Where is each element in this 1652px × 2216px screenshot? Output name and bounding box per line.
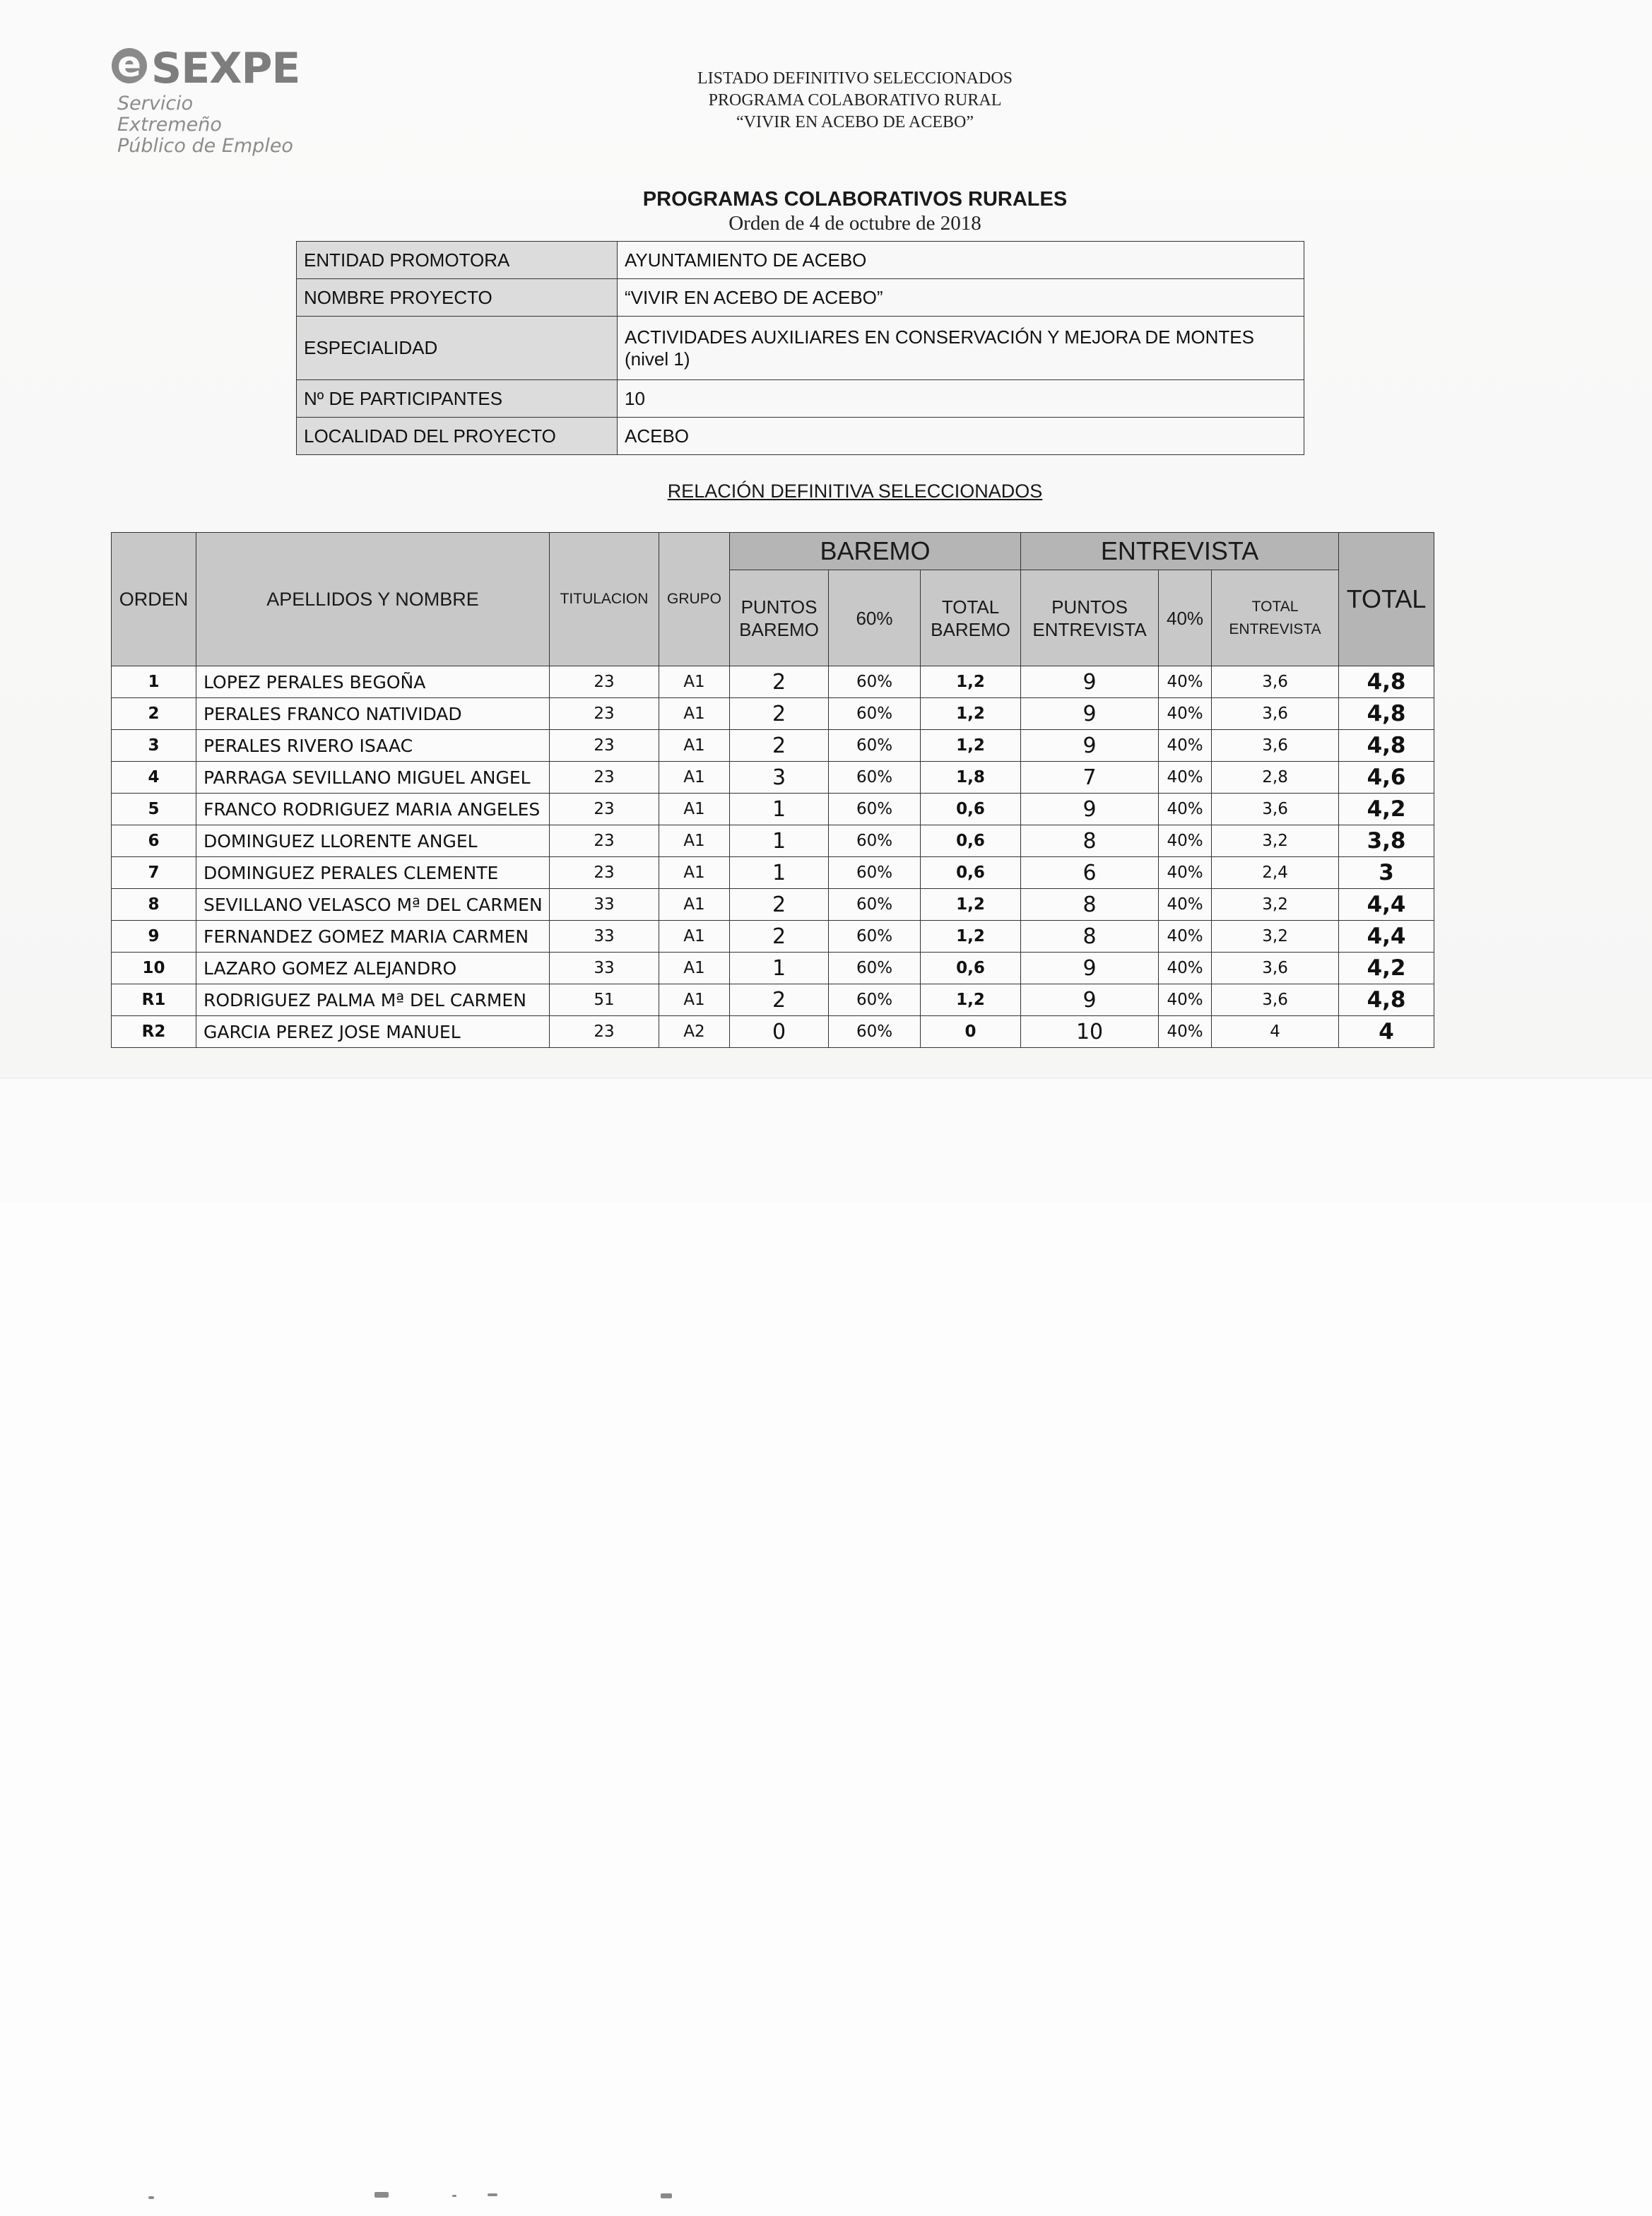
cell-puntos-baremo: 1 xyxy=(730,953,829,984)
cell-orden: 4 xyxy=(112,762,196,794)
cell-grupo: A2 xyxy=(659,1016,730,1048)
cell-titulacion: 23 xyxy=(550,762,659,794)
cell-total-baremo: 1,2 xyxy=(921,730,1021,762)
table-row xyxy=(112,953,1434,984)
cell-pct-entrevista: 40% xyxy=(1159,984,1212,1016)
cell-titulacion: 23 xyxy=(550,794,659,825)
info-row xyxy=(297,242,1304,279)
table-row xyxy=(112,921,1434,953)
info-row xyxy=(297,317,1304,380)
cell-orden: 10 xyxy=(112,953,196,984)
cell-puntos-entrevista: 8 xyxy=(1021,921,1159,953)
cell-pct-baremo: 60% xyxy=(829,762,921,794)
cell-pct-baremo: 60% xyxy=(829,698,921,730)
cell-titulacion: 51 xyxy=(550,984,659,1016)
speck xyxy=(452,2195,456,2197)
info-value: AYUNTAMIENTO DE ACEBO xyxy=(618,242,1304,279)
cell-puntos-entrevista: 9 xyxy=(1021,794,1159,825)
cell-pct-entrevista: 40% xyxy=(1159,666,1212,698)
cell-titulacion: 23 xyxy=(550,1016,659,1048)
cell-total: 4,8 xyxy=(1339,730,1434,762)
cell-nombre: FRANCO RODRIGUEZ MARIA ANGELES xyxy=(196,794,550,825)
cell-orden: 1 xyxy=(112,666,196,698)
cell-grupo: A1 xyxy=(659,794,730,825)
info-value: “VIVIR EN ACEBO DE ACEBO” xyxy=(618,279,1304,317)
group-baremo: BAREMO xyxy=(730,533,1021,570)
cell-total-baremo: 1,2 xyxy=(921,666,1021,698)
col-pct-baremo: 60% xyxy=(829,570,921,666)
cell-pct-entrevista: 40% xyxy=(1159,762,1212,794)
cell-puntos-entrevista: 10 xyxy=(1021,1016,1159,1048)
cell-orden: 3 xyxy=(112,730,196,762)
info-value: ACEBO xyxy=(618,418,1304,455)
cell-pct-entrevista: 40% xyxy=(1159,857,1212,889)
program-order: Orden de 4 de octubre de 2018 xyxy=(728,212,981,235)
cell-puntos-entrevista: 6 xyxy=(1021,857,1159,889)
table-row xyxy=(112,889,1434,921)
cell-titulacion: 33 xyxy=(550,921,659,953)
cell-nombre: PERALES FRANCO NATIVIDAD xyxy=(196,698,550,730)
cell-total-baremo: 0,6 xyxy=(921,794,1021,825)
cell-nombre: DOMINGUEZ LLORENTE ANGEL xyxy=(196,825,550,857)
cell-total: 4,2 xyxy=(1339,794,1434,825)
table-row xyxy=(112,794,1434,825)
cell-puntos-baremo: 2 xyxy=(730,730,829,762)
info-key: ESPECIALIDAD xyxy=(297,317,618,380)
cell-pct-entrevista: 40% xyxy=(1159,730,1212,762)
cell-total-entrevista: 3,6 xyxy=(1212,666,1339,698)
project-info-table xyxy=(296,241,1304,455)
scan-margin xyxy=(0,1078,1652,1202)
cell-puntos-entrevista: 9 xyxy=(1021,698,1159,730)
cell-titulacion: 23 xyxy=(550,666,659,698)
cell-total-entrevista: 2,8 xyxy=(1212,762,1339,794)
cell-total-entrevista: 3,6 xyxy=(1212,794,1339,825)
cell-nombre: RODRIGUEZ PALMA Mª DEL CARMEN xyxy=(196,984,550,1016)
group-entrevista: ENTREVISTA xyxy=(1021,533,1339,570)
col-titulacion: TITULACION xyxy=(550,533,659,666)
info-key: NOMBRE PROYECTO xyxy=(297,279,618,317)
cell-pct-baremo: 60% xyxy=(829,825,921,857)
info-value: ACTIVIDADES AUXILIARES EN CONSERVACIÓN Y MEJORA DE MONTES (nivel 1) xyxy=(618,317,1304,380)
cell-titulacion: 23 xyxy=(550,698,659,730)
cell-total: 4,8 xyxy=(1339,984,1434,1016)
cell-pct-baremo: 60% xyxy=(829,921,921,953)
cell-grupo: A1 xyxy=(659,921,730,953)
cell-total-entrevista: 3,6 xyxy=(1212,698,1339,730)
cell-pct-entrevista: 40% xyxy=(1159,921,1212,953)
cell-total: 4,6 xyxy=(1339,762,1434,794)
table-row xyxy=(112,730,1434,762)
table-row xyxy=(112,857,1434,889)
cell-total-entrevista: 3,6 xyxy=(1212,984,1339,1016)
col-total-baremo: TOTAL BAREMO xyxy=(921,570,1021,666)
cell-pct-entrevista: 40% xyxy=(1159,889,1212,921)
cell-total: 4,2 xyxy=(1339,953,1434,984)
table-row xyxy=(112,825,1434,857)
cell-grupo: A1 xyxy=(659,857,730,889)
info-row xyxy=(297,279,1304,317)
cell-pct-entrevista: 40% xyxy=(1159,794,1212,825)
cell-titulacion: 23 xyxy=(550,825,659,857)
col-puntos-baremo: PUNTOS BAREMO xyxy=(730,570,829,666)
cell-orden: 2 xyxy=(112,698,196,730)
cell-puntos-baremo: 2 xyxy=(730,889,829,921)
cell-titulacion: 33 xyxy=(550,953,659,984)
info-key: LOCALIDAD DEL PROYECTO xyxy=(297,418,618,455)
cell-grupo: A1 xyxy=(659,984,730,1016)
sexpe-logo xyxy=(106,44,300,157)
info-key: ENTIDAD PROMOTORA xyxy=(297,242,618,279)
cell-nombre: PARRAGA SEVILLANO MIGUEL ANGEL xyxy=(196,762,550,794)
cell-total-baremo: 0,6 xyxy=(921,953,1021,984)
cell-total: 4,8 xyxy=(1339,698,1434,730)
header-line-3: “VIVIR EN ACEBO DE ACEBO” xyxy=(736,113,974,131)
cell-orden: R1 xyxy=(112,984,196,1016)
cell-puntos-entrevista: 8 xyxy=(1021,889,1159,921)
cell-total: 4,4 xyxy=(1339,889,1434,921)
cell-puntos-entrevista: 8 xyxy=(1021,825,1159,857)
cell-grupo: A1 xyxy=(659,666,730,698)
cell-total-baremo: 1,2 xyxy=(921,921,1021,953)
cell-total: 3,8 xyxy=(1339,825,1434,857)
cell-nombre: DOMINGUEZ PERALES CLEMENTE xyxy=(196,857,550,889)
cell-grupo: A1 xyxy=(659,953,730,984)
logo-subtitle xyxy=(117,93,297,157)
cell-total-baremo: 1,2 xyxy=(921,984,1021,1016)
cell-puntos-entrevista: 7 xyxy=(1021,762,1159,794)
header-line-2: PROGRAMA COLABORATIVO RURAL xyxy=(708,91,1002,110)
col-total-entrevista: TOTAL ENTREVISTA xyxy=(1212,570,1339,666)
logo-subtitle-line2: Público de Empleo xyxy=(117,135,293,157)
cell-total-entrevista: 3,6 xyxy=(1212,730,1339,762)
speck xyxy=(661,2193,672,2198)
col-pct-entrevista: 40% xyxy=(1159,570,1212,666)
cell-puntos-baremo: 0 xyxy=(730,1016,829,1048)
header-line-1: LISTADO DEFINITIVO SELECCIONADOS xyxy=(697,69,1013,88)
cell-grupo: A1 xyxy=(659,730,730,762)
cell-orden: 8 xyxy=(112,889,196,921)
cell-total-baremo: 0,6 xyxy=(921,857,1021,889)
scan-specks xyxy=(141,2188,707,2216)
info-value: 10 xyxy=(618,380,1304,418)
cell-puntos-baremo: 1 xyxy=(730,825,829,857)
speck xyxy=(488,2193,497,2196)
cell-puntos-baremo: 2 xyxy=(730,984,829,1016)
cell-total-entrevista: 3,2 xyxy=(1212,921,1339,953)
cell-total: 4 xyxy=(1339,1016,1434,1048)
table-row xyxy=(112,1016,1434,1048)
cell-pct-entrevista: 40% xyxy=(1159,825,1212,857)
cell-grupo: A1 xyxy=(659,889,730,921)
cell-grupo: A1 xyxy=(659,762,730,794)
cell-nombre: GARCIA PEREZ JOSE MANUEL xyxy=(196,1016,550,1048)
cell-puntos-baremo: 3 xyxy=(730,762,829,794)
cell-pct-baremo: 60% xyxy=(829,666,921,698)
info-key: Nº DE PARTICIPANTES xyxy=(297,380,618,418)
cell-nombre: LAZARO GOMEZ ALEJANDRO xyxy=(196,953,550,984)
cell-pct-entrevista: 40% xyxy=(1159,1016,1212,1048)
document-header xyxy=(495,68,1215,134)
cell-pct-baremo: 60% xyxy=(829,889,921,921)
table-row xyxy=(112,666,1434,698)
logo-subtitle-line1: Servicio Extremeño xyxy=(117,93,222,136)
cell-grupo: A1 xyxy=(659,698,730,730)
cell-nombre: LOPEZ PERALES BEGOÑA xyxy=(196,666,550,698)
cell-orden: 7 xyxy=(112,857,196,889)
cell-nombre: FERNANDEZ GOMEZ MARIA CARMEN xyxy=(196,921,550,953)
cell-total-baremo: 1,8 xyxy=(921,762,1021,794)
cell-titulacion: 23 xyxy=(550,857,659,889)
cell-orden: 6 xyxy=(112,825,196,857)
relacion-title: RELACIÓN DEFINITIVA SELECCIONADOS xyxy=(667,481,1043,502)
cell-puntos-baremo: 2 xyxy=(730,921,829,953)
col-puntos-entrevista: PUNTOS ENTREVISTA xyxy=(1021,570,1159,666)
cell-titulacion: 23 xyxy=(550,730,659,762)
col-total: TOTAL xyxy=(1339,533,1434,666)
cell-pct-entrevista: 40% xyxy=(1159,698,1212,730)
info-row xyxy=(297,418,1304,455)
col-orden: ORDEN xyxy=(112,533,196,666)
cell-total: 3 xyxy=(1339,857,1434,889)
speck xyxy=(374,2192,389,2198)
table-row xyxy=(112,762,1434,794)
cell-total-entrevista: 4 xyxy=(1212,1016,1339,1048)
cell-nombre: PERALES RIVERO ISAAC xyxy=(196,730,550,762)
cell-pct-baremo: 60% xyxy=(829,984,921,1016)
cell-total: 4,8 xyxy=(1339,666,1434,698)
cell-puntos-baremo: 1 xyxy=(730,857,829,889)
cell-grupo: A1 xyxy=(659,825,730,857)
selection-table xyxy=(111,532,1434,1048)
table-row xyxy=(112,698,1434,730)
cell-puntos-baremo: 2 xyxy=(730,666,829,698)
cell-total-baremo: 0,6 xyxy=(921,825,1021,857)
cell-total-entrevista: 2,4 xyxy=(1212,857,1339,889)
cell-puntos-entrevista: 9 xyxy=(1021,953,1159,984)
logo-e-icon: e xyxy=(112,48,147,83)
cell-puntos-entrevista: 9 xyxy=(1021,984,1159,1016)
cell-orden: 5 xyxy=(112,794,196,825)
table-row xyxy=(112,984,1434,1016)
cell-pct-baremo: 60% xyxy=(829,730,921,762)
col-nombre: APELLIDOS Y NOMBRE xyxy=(196,533,550,666)
cell-puntos-baremo: 2 xyxy=(730,698,829,730)
speck xyxy=(148,2196,154,2199)
cell-total-entrevista: 3,2 xyxy=(1212,825,1339,857)
cell-total-baremo: 0 xyxy=(921,1016,1021,1048)
program-title: PROGRAMAS COLABORATIVOS RURALES xyxy=(642,188,1068,211)
cell-pct-baremo: 60% xyxy=(829,794,921,825)
cell-pct-entrevista: 40% xyxy=(1159,953,1212,984)
cell-total-baremo: 1,2 xyxy=(921,698,1021,730)
logo-wordmark: SEXPE xyxy=(151,44,300,93)
cell-total-entrevista: 3,6 xyxy=(1212,953,1339,984)
cell-puntos-entrevista: 9 xyxy=(1021,730,1159,762)
cell-total-entrevista: 3,2 xyxy=(1212,889,1339,921)
cell-pct-baremo: 60% xyxy=(829,953,921,984)
cell-total-baremo: 1,2 xyxy=(921,889,1021,921)
cell-nombre: SEVILLANO VELASCO Mª DEL CARMEN xyxy=(196,889,550,921)
cell-total: 4,4 xyxy=(1339,921,1434,953)
cell-puntos-baremo: 1 xyxy=(730,794,829,825)
table-group-header-row xyxy=(112,533,1434,570)
col-grupo: GRUPO xyxy=(659,533,730,666)
cell-orden: R2 xyxy=(112,1016,196,1048)
cell-pct-baremo: 60% xyxy=(829,1016,921,1048)
cell-titulacion: 33 xyxy=(550,889,659,921)
cell-orden: 9 xyxy=(112,921,196,953)
cell-puntos-entrevista: 9 xyxy=(1021,666,1159,698)
cell-pct-baremo: 60% xyxy=(829,857,921,889)
info-row xyxy=(297,380,1304,418)
